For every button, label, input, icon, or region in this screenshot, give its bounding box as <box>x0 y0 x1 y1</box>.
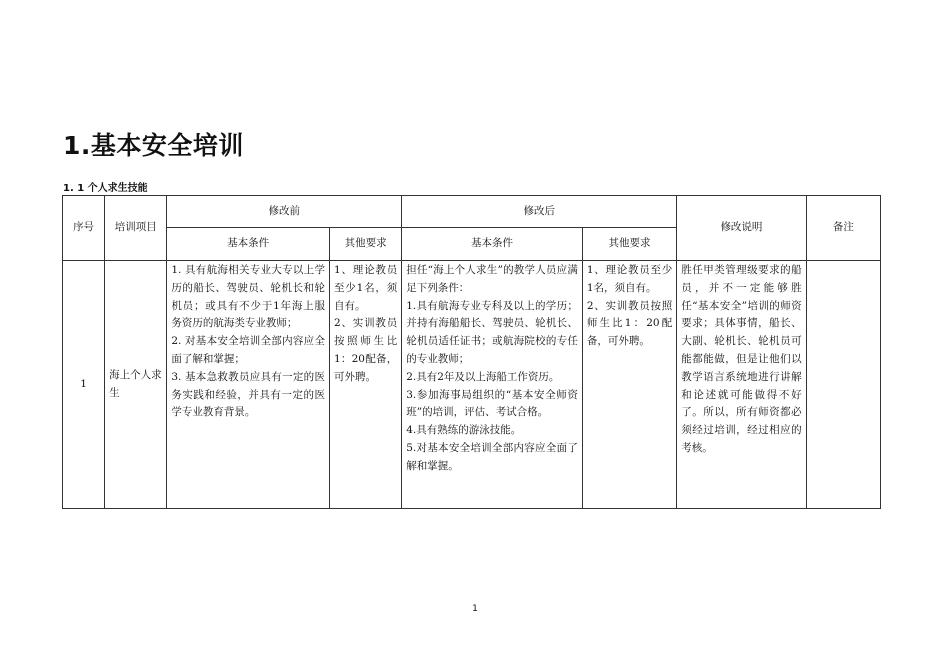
basic-after-line: 2.具有2年及以上海船工作资历。 <box>406 370 560 383</box>
basic-after-line: 5.对基本安全培训全部内容应全面了解和掌握。 <box>406 441 578 472</box>
other-after-line: 2、实训教员按照师生比1：20配备，可外聘。 <box>586 299 673 348</box>
header-basic-before: 基本条件 <box>167 228 330 261</box>
table-row <box>63 261 881 509</box>
header-change-note: 修改说明 <box>677 196 806 261</box>
header-training-item: 培训项目 <box>105 196 167 261</box>
basic-after-line: 3.参加海事局组织的“基本安全师资班”的培训，评估、考试合格。 <box>406 388 578 419</box>
header-before-change: 修改前 <box>167 196 402 228</box>
other-before-line: 2、实训教员按照师生比1：20配备，可外聘。 <box>333 317 398 383</box>
row-basic-after <box>402 261 583 509</box>
basic-after-line: 担任“海上个人求生”的教学人员应满足下列条件： <box>406 264 578 294</box>
other-before-line: 1、理论教员至少1名，须自有。 <box>333 264 398 312</box>
header-after-change: 修改后 <box>402 196 677 228</box>
row-other-before <box>329 261 401 509</box>
header-basic-after: 基本条件 <box>402 228 583 261</box>
row-other-after <box>582 261 676 509</box>
row-seq: 1 <box>63 261 105 509</box>
row-basic-before <box>167 261 330 509</box>
row-change-note: 胜任甲类管理级要求的船员，并不一定能够胜任“基本安全”培训的师资要求；具体事情，船长、大副、轮机长、轮机员可能都能做，但是让他们以教学语言系统地进行讲解和论述就可能做得不好了。所以，所有师资都必须经过培训，经过相应的考核。 <box>677 261 806 509</box>
basic-after-line: 1.具有航海专业专科及以上的学历；并持有海船船长、驾驶员、轮机长、轮机员适任证书；或航海院校的专任的专业教师； <box>406 299 578 365</box>
basic-after-line: 4.具有熟练的游泳技能。 <box>406 424 522 437</box>
basic-before-line: 1. 具有航海相关专业大专以上学历的船长、驾驶员、轮机长和轮机员；或具有不少于1年海上服务资历的航海类专业教师； <box>171 264 325 330</box>
section-subheading: 1. 1 个人求生技能 <box>63 183 148 194</box>
header-seq: 序号 <box>63 196 105 261</box>
row-training-item: 海上个人求生 <box>105 261 167 509</box>
page-heading: 1.基本安全培训 <box>63 131 244 160</box>
basic-before-line: 2. 对基本安全培训全部内容应全面了解和掌握； <box>171 335 325 365</box>
header-other-after: 其他要求 <box>582 228 676 261</box>
basic-before-line: 3. 基本急救教员应具有一定的医务实践和经验，并具有一定的医学专业教育背景。 <box>171 370 325 419</box>
training-requirements-table <box>62 195 881 509</box>
page-number: 1 <box>472 604 478 614</box>
row-remark <box>806 261 880 509</box>
other-after-line: 1、理论教员至少1名，须自有。 <box>586 264 673 294</box>
header-other-before: 其他要求 <box>329 228 401 261</box>
header-remark: 备注 <box>806 196 880 261</box>
